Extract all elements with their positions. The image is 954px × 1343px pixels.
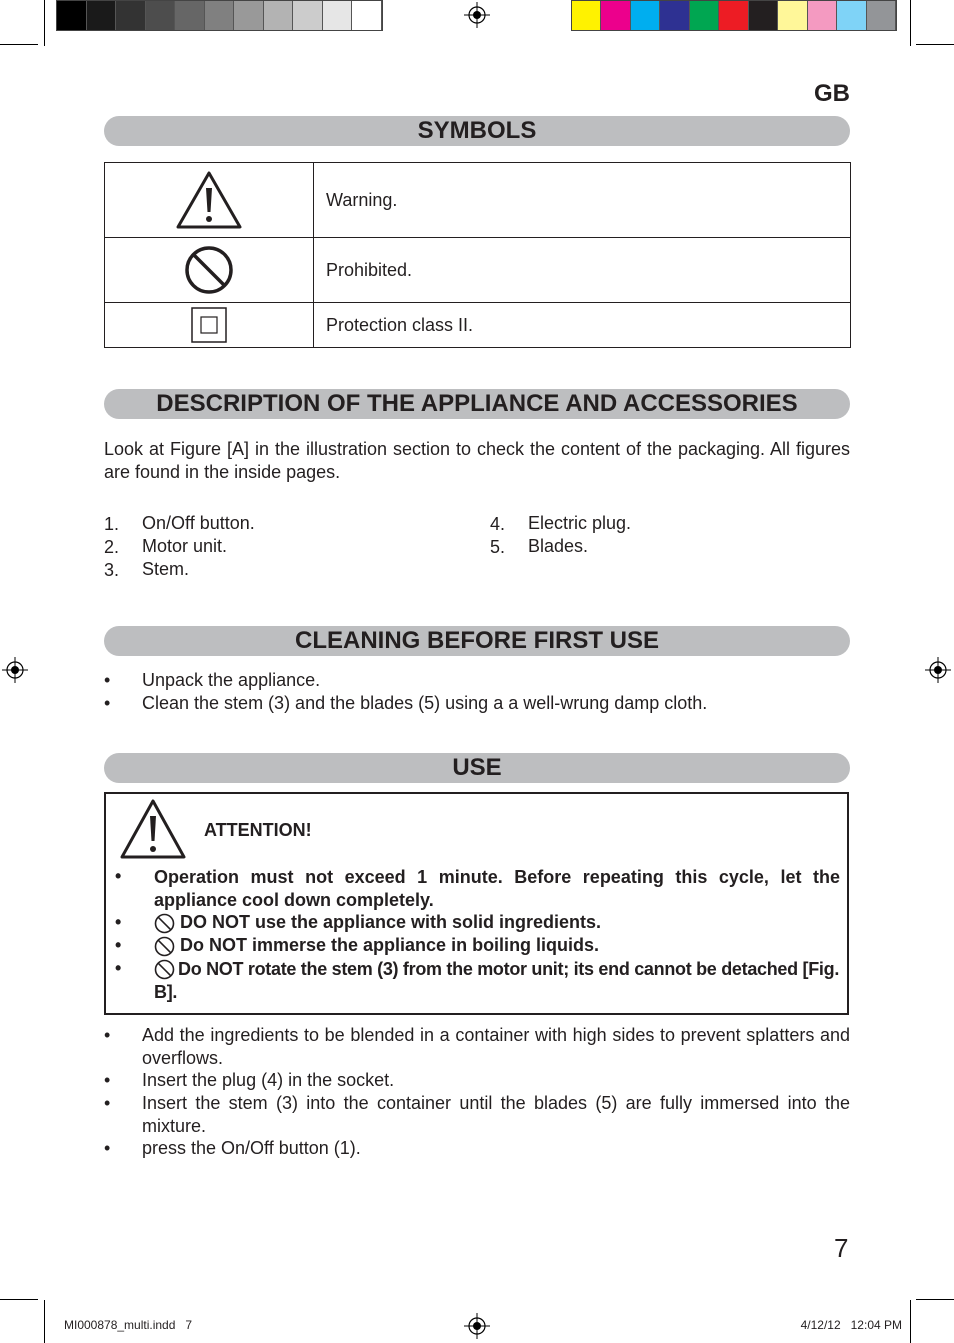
list-item-number: 3. [104, 560, 120, 580]
color-swatch [660, 1, 689, 30]
list-item-number: 1. [104, 514, 120, 534]
section-heading-description: DESCRIPTION OF THE APPLIANCE AND ACCESSORIES [104, 389, 850, 419]
color-swatch [146, 1, 176, 30]
color-swatch [778, 1, 807, 30]
color-swatch [867, 1, 896, 30]
list-item: press the On/Off button (1). [142, 1138, 361, 1158]
registration-mark-icon [464, 2, 490, 28]
footer-timestamp: 4/12/12 12:04 PM [800, 1318, 902, 1332]
crop-mark [916, 1299, 954, 1300]
crop-mark [44, 1300, 45, 1343]
table-row [105, 303, 851, 348]
bullet: • [115, 935, 122, 955]
prohibited-icon [154, 913, 175, 934]
color-swatch [352, 1, 382, 30]
registration-mark-icon [464, 1313, 490, 1339]
prohibited-icon [184, 245, 234, 295]
warning-triangle-icon [119, 798, 187, 860]
section-heading-cleaning: CLEANING BEFORE FIRST USE [104, 626, 850, 656]
color-swatch [631, 1, 660, 30]
section-heading-use: USE [104, 753, 850, 783]
bullet: • [104, 693, 111, 713]
list-item: Stem. [142, 559, 190, 579]
symbol-label: Warning. [314, 163, 851, 238]
crop-mark [910, 1300, 911, 1343]
color-swatch [719, 1, 748, 30]
page-number: 7 [834, 1233, 849, 1263]
table-row [105, 238, 851, 303]
attention-item: Operation must not exceed 1 minute. Before repeating this cycle, let the appliance cool down completely. [154, 867, 840, 910]
process-color-bar [571, 0, 897, 31]
description-intro: Look at Figure [A] in the illustration section to check the content of the packaging. All figures are found in the inside pages. [104, 439, 850, 482]
color-swatch [234, 1, 264, 30]
crop-mark [910, 0, 911, 46]
color-swatch [572, 1, 601, 30]
attention-item: Do NOT immerse the appliance in boiling liquids. [180, 935, 600, 955]
warning-triangle-icon [175, 170, 243, 230]
bullet: • [115, 912, 122, 932]
attention-box [104, 792, 849, 1015]
list-item: Clean the stem (3) and the blades (5) using a a well-wrung damp cloth. [142, 693, 708, 713]
bullet: • [104, 1070, 111, 1090]
symbol-label: Protection class II. [314, 303, 851, 348]
color-swatch [323, 1, 353, 30]
bullet: • [115, 958, 122, 978]
list-item-number: 4. [490, 514, 506, 534]
color-swatch [293, 1, 323, 30]
color-swatch [57, 1, 87, 30]
crop-mark [0, 1299, 38, 1300]
registration-mark-icon [925, 657, 951, 683]
crop-mark [44, 0, 45, 46]
language-marker: GB [814, 80, 850, 107]
color-swatch [264, 1, 294, 30]
bullet: • [115, 866, 122, 886]
color-swatch [837, 1, 866, 30]
list-item: Insert the stem (3) into the container until the blades (5) are fully immersed into the mixture. [142, 1093, 850, 1136]
list-item-number: 5. [490, 537, 506, 557]
bullet: • [104, 1093, 111, 1113]
color-swatch [116, 1, 146, 30]
list-item: Blades. [528, 536, 589, 556]
color-swatch [205, 1, 235, 30]
list-item: Electric plug. [528, 513, 632, 533]
prohibited-icon [154, 936, 175, 957]
grayscale-color-bar [56, 0, 383, 31]
color-swatch [808, 1, 837, 30]
bullet: • [104, 670, 111, 690]
list-item: On/Off button. [142, 513, 255, 533]
symbol-label: Prohibited. [314, 238, 851, 303]
list-item: Insert the plug (4) in the socket. [142, 1070, 395, 1090]
attention-item: DO NOT use the appliance with solid ingredients. [180, 912, 602, 932]
attention-item: Do NOT rotate the stem (3) from the motor unit; its end cannot be detached [Fig. B]. [154, 959, 840, 1002]
color-swatch [749, 1, 778, 30]
color-swatch [87, 1, 117, 30]
color-swatch [690, 1, 719, 30]
footer-filename: MI000878_multi.indd 7 [64, 1318, 193, 1332]
registration-mark-icon [2, 657, 28, 683]
crop-mark [916, 44, 954, 45]
bullet: • [104, 1025, 111, 1045]
attention-title: ATTENTION! [204, 820, 312, 840]
list-item: Unpack the appliance. [142, 670, 321, 690]
section-heading-symbols: SYMBOLS [104, 116, 850, 146]
double-square-icon [191, 307, 227, 343]
symbols-table [104, 162, 851, 348]
table-row [105, 163, 851, 238]
color-swatch [175, 1, 205, 30]
color-swatch [601, 1, 630, 30]
list-item: Motor unit. [142, 536, 228, 556]
crop-mark [0, 44, 38, 45]
list-item-number: 2. [104, 537, 120, 557]
list-item: Add the ingredients to be blended in a container with high sides to prevent splatters and overflows. [142, 1025, 850, 1068]
bullet: • [104, 1138, 111, 1158]
